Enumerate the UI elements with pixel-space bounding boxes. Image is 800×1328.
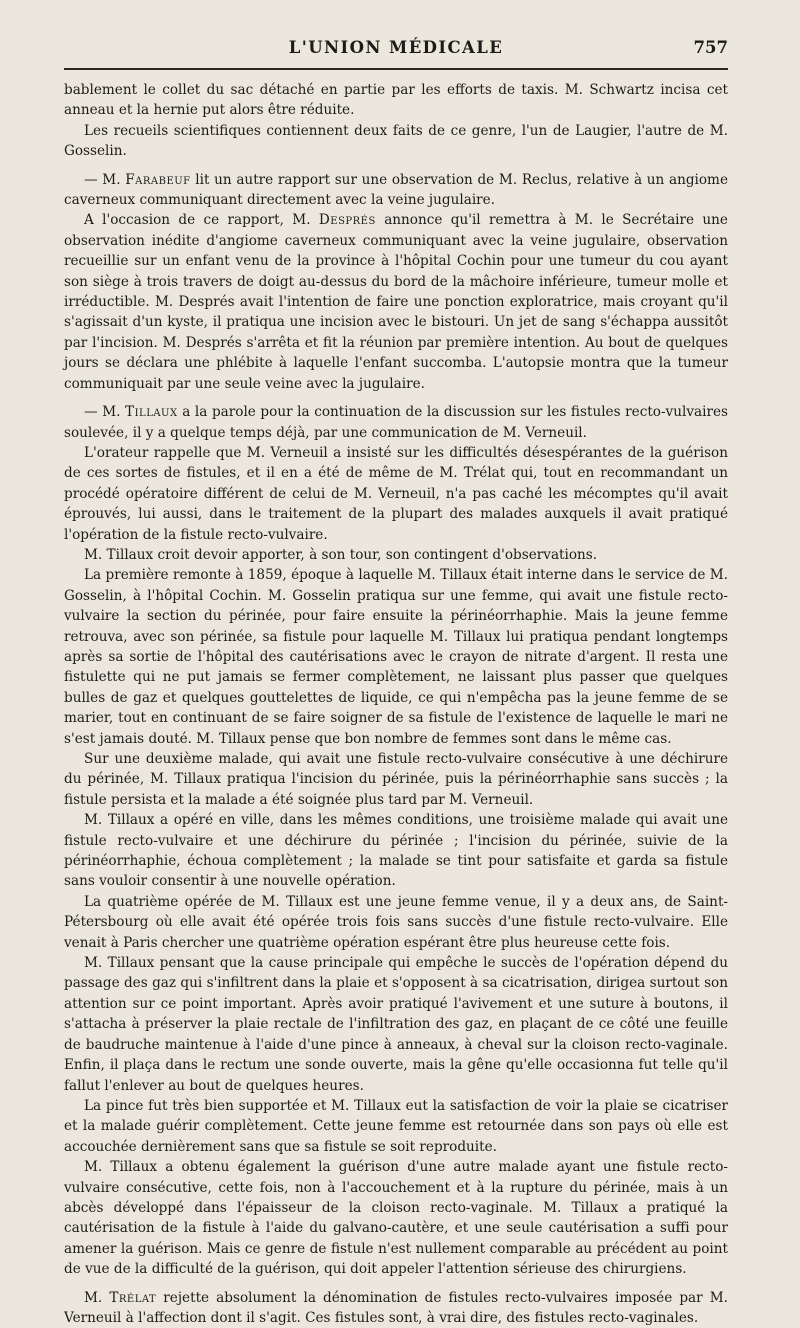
speaker-name: Tillaux: [125, 404, 178, 421]
paragraph: — M. Farabeuf lit un autre rapport sur une observation de M. Reclus, relative à un angiome caverneux communiquant directement avec la veine jugulaire.: [64, 171, 728, 209]
paragraph: bablement le collet du sac détaché en partie par les efforts de taxis. M. Schwartz incisa cet anneau et la hernie put alors être réduite.: [64, 82, 728, 119]
speaker-name: Després: [318, 212, 376, 229]
paragraph: A l'occasion de ce rapport, M. Després annonce qu'il remettra à M. le Secrétaire une observation inédite d'angiome caverneux communiquant avec la veine jugulaire, observation recueillie sur un enfant venu de la province à l'hôpital Cochin pour une tumeur du cou ayant son siège à trois travers de doigt au-dessus du bord de la mâchoire inférieure, tumeur molle et irréductible. M. Després avait l'intention de faire une ponction exploratrice, mais croyant qu'il s'agissait d'un kyste, il pratiqua une incision avec le bistouri. Un jet de sang s'échappa aussitôt par l'incision. M. Després s'arrêta et fit la réunion par première intention. Au bout de quelques jours se déclara une phlébite à laquelle l'enfant succomba. L'autopsie montra que la tumeur communiquait par une seule veine avec la jugulaire.: [64, 212, 728, 392]
paragraph: La quatrième opérée de M. Tillaux est une jeune femme venue, il y a deux ans, de Saint-Pétersbourg où elle avait été opérée trois fois sans succès d'une fistule recto-vulvaire. Elle venait à Paris chercher une quatrième opération espérant être plus heureuse cette fois.: [64, 893, 728, 951]
paragraph: L'orateur rappelle que M. Verneuil a insisté sur les difficultés désespérantes de la guérison de ces sortes de fistules, et il en a été de même de M. Trélat qui, tout en recommandant un procédé opératoire différent de celui de M. Verneuil, n'a pas caché les mécomptes qu'il avait éprouvés, lui aussi, dans le traitement de la plupart des malades auxquels il avait pratiqué l'opération de la fistule recto-vulvaire.: [64, 444, 728, 543]
speaker-name: Farabeuf: [125, 171, 191, 188]
speaker-name: Trélat: [109, 1289, 157, 1306]
paragraph: Les recueils scientifiques contiennent deux faits de ce genre, l'un de Laugier, l'autre de M. Gosselin.: [64, 122, 728, 160]
paragraph: M. Trélat rejette absolument la dénomination de fistules recto-vulvaires imposée par M. Verneuil à l'affection dont il s'agit. Ces fistules sont, à vrai dire, des fistules recto-vaginales.: [64, 1289, 728, 1326]
paragraph: M. Tillaux croit devoir apporter, à son tour, son contingent d'observations.: [84, 546, 598, 563]
paragraph: M. Tillaux a opéré en ville, dans les mêmes conditions, une troisième malade qui avait une fistule recto-vulvaire et une déchirure du périnée ; l'incision du périnée, suivie de la périnéorrhaphie, échoua complètement ; la malade se tint pour satisfaite et garda sa fistule sans vouloir consentir à une nouvelle opération.: [64, 812, 728, 890]
article-body: [64, 80, 728, 1328]
paragraph: M. Tillaux pensant que la cause principale qui empêche le succès de l'opération dépend du passage des gaz qui s'infiltrent dans la plaie et s'opposent à sa cicatrisation, dirigea surtout son attention sur ce point important. Après avoir pratiqué l'avivement et une suture à boutons, il s'attacha à préserver la plaie rectale de l'infiltration des gaz, en plaçant de ce côté une feuille de baudruche maintenue à l'aide d'une pince à anneaux, à cheval sur la cloison recto-vaginale. Enfin, il plaça dans le rectum une sonde ouverte, mais la gêne qu'elle occasionna fut telle qu'il fallut l'enlever au bout de quelques heures.: [64, 955, 728, 1094]
paragraph: La pince fut très bien supportée et M. Tillaux eut la satisfaction de voir la plaie se cicatriser et la malade guérir complètement. Cette jeune femme est retournée dans son pays où elle est accouchée dernièrement sans que sa fistule se soit reproduite.: [64, 1097, 728, 1155]
paragraph: Sur une deuxième malade, qui avait une fistule recto-vulvaire consécutive à une déchirure du périnée, M. Tillaux pratiqua l'incision du périnée, puis la périnéorrhaphie sans succès ; la fistule persista et la malade a été soignée plus tard par M. Verneuil.: [64, 751, 728, 808]
page-header: [64, 36, 728, 70]
paragraph: M. Tillaux a obtenu également la guérison d'une autre malade ayant une fistule recto-vulvaire consécutive, cette fois, non à l'accouchement et à la rupture du périnée, mais à un abcès développé dans l'épaisseur de la cloison recto-vaginale. M. Tillaux a pratiqué la cautérisation de la fistule à l'aide du galvano-cautère, et une seule cautérisation a suffi pour amener la guérison. Mais ce genre de fistule n'est nullement comparable au précédent au point de vue de la difficulté de la guérison, qui doit appeler l'attention sérieuse des chirurgiens.: [64, 1159, 728, 1278]
page-number: 757: [693, 38, 728, 57]
paragraph: La première remonte à 1859, époque à laquelle M. Tillaux était interne dans le service de M. Gosselin, à l'hôpital Cochin. M. Gosselin pratiqua sur une femme, qui avait une fistule recto-vulvaire la section du périnée, pour faire ensuite la périnéorrhaphie. Mais la jeune femme retrouva, avec son périnée, sa fistule pour laquelle M. Tillaux lui pratiqua pendant longtemps après sa sortie de l'hôpital des cautérisations avec le crayon de nitrate d'argent. Il resta une fistulette qui ne put jamais se fermer complètement, ne laissant plus passer que quelques bulles de gaz et quelques gouttelettes de liquide, ce qui n'empêcha pas la jeune femme de se marier, tout en continuant de se faire soigner de sa fistule de l'existence de laquelle le mari ne s'est jamais douté. M. Tillaux pense que bon nombre de femmes sont dans le même cas.: [64, 567, 728, 747]
paragraph: — M. Tillaux a la parole pour la continuation de la discussion sur les fistules recto-vulvaires soulevée, il y a quelque temps déjà, par une communication de M. Verneuil.: [64, 404, 728, 441]
journal-title: L'UNION MÉDICALE: [288, 38, 504, 57]
